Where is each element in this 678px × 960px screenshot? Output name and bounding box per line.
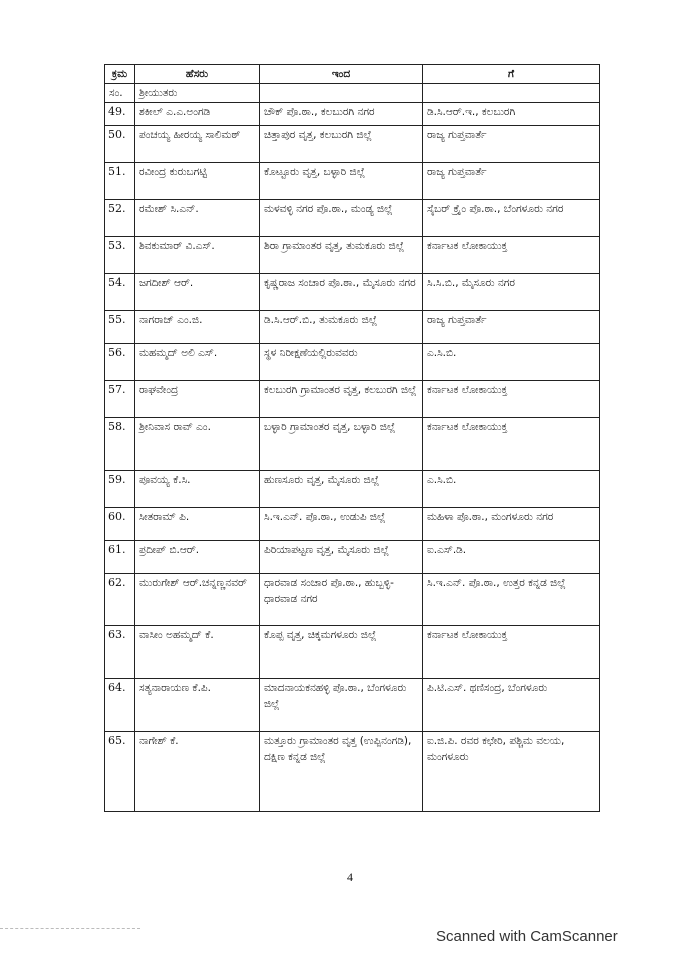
header-from-blank xyxy=(260,84,423,103)
to-posting-cell: ಐ.ಎಸ್.ಡಿ. xyxy=(423,541,600,574)
header-name-line2: ಶ್ರೀಯುತರು xyxy=(135,84,260,103)
to-posting-cell: ಸಿ.ಸಿ.ಬಿ., ಮೈಸೂರು ನಗರ xyxy=(423,274,600,311)
table-row xyxy=(105,103,600,126)
officer-name-cell: ಮುರುಗೇಶ್ ಆರ್.ಚನ್ನಣ್ಣನವರ್ xyxy=(135,574,260,626)
officer-name-cell: ಶಿವಕುಮಾರ್ ವಿ.ಎಸ್. xyxy=(135,237,260,274)
from-posting-cell: ಡಿ.ಸಿ.ಆರ್.ಬಿ., ತುಮಕೂರು ಜಿಲ್ಲೆ xyxy=(260,311,423,344)
scanner-watermark: Scanned with CamScanner xyxy=(436,928,618,945)
officer-name-cell: ನಾಗರಾಜ್ ಎಂ.ಜಿ. xyxy=(135,311,260,344)
from-posting-cell: ಮತ್ತೂರು ಗ್ರಾಮಾಂತರ ವೃತ್ತ (ಉಪ್ಪಿನಂಗಡಿ), ದಕ್ಷಿಣ ಕನ್ನಡ ಜಿಲ್ಲೆ xyxy=(260,732,423,812)
from-posting-cell: ಬಳ್ಳಾರಿ ಗ್ರಾಮಾಂತರ ವೃತ್ತ, ಬಳ್ಳಾರಿ ಜಿಲ್ಲೆ xyxy=(260,418,423,471)
table-row xyxy=(105,274,600,311)
to-posting-cell: ಕರ್ನಾಟಕ ಲೋಕಾಯುಕ್ತ xyxy=(423,237,600,274)
header-to: ಗೆ xyxy=(423,65,600,84)
header-row-2 xyxy=(105,84,600,103)
to-posting-cell: ಎ.ಸಿ.ಬಿ. xyxy=(423,471,600,508)
to-posting-cell: ಎ.ಸಿ.ಬಿ. xyxy=(423,344,600,381)
header-row-1 xyxy=(105,65,600,84)
header-from: ಇಂದ xyxy=(260,65,423,84)
header-to-blank xyxy=(423,84,600,103)
serial-number-cell: 57. xyxy=(105,381,135,418)
header-serial-line1: ಕ್ರಮ xyxy=(105,65,135,84)
serial-number-cell: 51. xyxy=(105,163,135,200)
officer-name-cell: ಶಕೀಲ್ ಎ.ಎ.ಅಂಗಡಿ xyxy=(135,103,260,126)
table-row xyxy=(105,508,600,541)
serial-number-cell: 59. xyxy=(105,471,135,508)
to-posting-cell: ರಾಜ್ಯ ಗುಪ್ತವಾರ್ತೆ xyxy=(423,311,600,344)
officer-name-cell: ಸತ್ಯನಾರಾಯಣ ಕೆ.ಪಿ. xyxy=(135,679,260,732)
from-posting-cell: ಕಲಬುರಗಿ ಗ್ರಾಮಾಂತರ ವೃತ್ತ, ಕಲಬುರಗಿ ಜಿಲ್ಲೆ xyxy=(260,381,423,418)
table-header xyxy=(105,65,600,103)
to-posting-cell: ಕರ್ನಾಟಕ ಲೋಕಾಯುಕ್ತ xyxy=(423,626,600,679)
from-posting-cell: ಕೊಟ್ಟೂರು ವೃತ್ತ, ಬಳ್ಳಾರಿ ಜಿಲ್ಲೆ xyxy=(260,163,423,200)
serial-number-cell: 65. xyxy=(105,732,135,812)
from-posting-cell: ಮಳವಳ್ಳಿ ನಗರ ಪೊ.ಠಾ., ಮಂಡ್ಯ ಜಿಲ್ಲೆ xyxy=(260,200,423,237)
table-row xyxy=(105,344,600,381)
table-row xyxy=(105,163,600,200)
from-posting-cell: ಕೃಷ್ಣರಾಜ ಸಂಚಾರ ಪೊ.ಠಾ., ಮೈಸೂರು ನಗರ xyxy=(260,274,423,311)
officer-name-cell: ಶ್ರೀನಿವಾಸ ರಾವ್ ಎಂ. xyxy=(135,418,260,471)
from-posting-cell: ಚೌಕ್ ಪೊ.ಠಾ., ಕಲಬುರಗಿ ನಗರ xyxy=(260,103,423,126)
header-name-line1: ಹೆಸರು xyxy=(135,65,260,84)
serial-number-cell: 52. xyxy=(105,200,135,237)
serial-number-cell: 64. xyxy=(105,679,135,732)
from-posting-cell: ಶಿರಾ ಗ್ರಾಮಾಂತರ ವೃತ್ತ, ತುಮಕೂರು ಜಿಲ್ಲೆ xyxy=(260,237,423,274)
officer-name-cell: ಸೀತರಾಮ್ ಪಿ. xyxy=(135,508,260,541)
table-row xyxy=(105,574,600,626)
officer-name-cell: ಪ್ರದೀಪ್ ಬಿ.ಆರ್. xyxy=(135,541,260,574)
table-row xyxy=(105,126,600,163)
table-row xyxy=(105,381,600,418)
serial-number-cell: 55. xyxy=(105,311,135,344)
officer-name-cell: ನಾಗೇಶ್ ಕೆ. xyxy=(135,732,260,812)
serial-number-cell: 58. xyxy=(105,418,135,471)
serial-number-cell: 54. xyxy=(105,274,135,311)
to-posting-cell: ಕರ್ನಾಟಕ ಲೋಕಾಯುಕ್ತ xyxy=(423,381,600,418)
from-posting-cell: ಧಾರವಾಡ ಸಂಚಾರ ಪೊ.ಠಾ., ಹುಬ್ಬಳ್ಳಿ-ಧಾರವಾಡ ನಗರ xyxy=(260,574,423,626)
to-posting-cell: ಮಹಿಳಾ ಪೊ.ಠಾ., ಮಂಗಳೂರು ನಗರ xyxy=(423,508,600,541)
to-posting-cell: ಪಿ.ಟಿ.ಎಸ್. ಥಣಿಸಂದ್ರ, ಬೆಂಗಳೂರು xyxy=(423,679,600,732)
serial-number-cell: 50. xyxy=(105,126,135,163)
serial-number-cell: 53. xyxy=(105,237,135,274)
table-row xyxy=(105,626,600,679)
to-posting-cell: ಡಿ.ಸಿ.ಆರ್.ಇ., ಕಲಬುರಗಿ xyxy=(423,103,600,126)
table-row xyxy=(105,541,600,574)
table-row xyxy=(105,471,600,508)
header-serial-line2: ಸಂ. xyxy=(105,84,135,103)
from-posting-cell: ಹುಣಸೂರು ವೃತ್ತ, ಮೈಸೂರು ಜಿಲ್ಲೆ xyxy=(260,471,423,508)
table-row xyxy=(105,679,600,732)
officer-name-cell: ಜಗದೀಶ್ ಆರ್. xyxy=(135,274,260,311)
to-posting-cell: ಸೈಬರ್ ಕ್ರೈಂ ಪೊ.ಠಾ., ಬೆಂಗಳೂರು ನಗರ xyxy=(423,200,600,237)
from-posting-cell: ಪಿರಿಯಾಪಟ್ಟಣ ವೃತ್ತ, ಮೈಸೂರು ಜಿಲ್ಲೆ xyxy=(260,541,423,574)
to-posting-cell: ಐ.ಜಿ.ಪಿ. ರವರ ಕಛೇರಿ, ಪಶ್ಚಿಮ ವಲಯ, ಮಂಗಳೂರು xyxy=(423,732,600,812)
serial-number-cell: 63. xyxy=(105,626,135,679)
from-posting-cell: ಸ್ಥಳ ನಿರೀಕ್ಷಣೆಯಲ್ಲಿರುವವರು xyxy=(260,344,423,381)
to-posting-cell: ರಾಜ್ಯ ಗುಪ್ತವಾರ್ತೆ xyxy=(423,126,600,163)
page-number: 4 xyxy=(347,870,353,884)
officer-name-cell: ರಾಘವೇಂದ್ರ xyxy=(135,381,260,418)
to-posting-cell: ರಾಜ್ಯ ಗುಪ್ತವಾರ್ತೆ xyxy=(423,163,600,200)
officer-name-cell: ಮಹಮ್ಮದ್ ಅಲಿ ಎಸ್. xyxy=(135,344,260,381)
serial-number-cell: 61. xyxy=(105,541,135,574)
from-posting-cell: ಮಾದನಾಯಕನಹಳ್ಳಿ ಪೊ.ಠಾ., ಬೆಂಗಳೂರು ಜಿಲ್ಲೆ xyxy=(260,679,423,732)
from-posting-cell: ಕೊಪ್ಪ ವೃತ್ತ, ಚಿಕ್ಕಮಗಳೂರು ಜಿಲ್ಲೆ xyxy=(260,626,423,679)
table-row xyxy=(105,200,600,237)
officer-name-cell: ರಮೇಶ್ ಸಿ.ಎನ್. xyxy=(135,200,260,237)
from-posting-cell: ಚಿತ್ತಾಪುರ ವೃತ್ತ, ಕಲಬುರಗಿ ಜಿಲ್ಲೆ xyxy=(260,126,423,163)
serial-number-cell: 56. xyxy=(105,344,135,381)
table-row xyxy=(105,732,600,812)
to-posting-cell: ಸಿ.ಇ.ಎನ್. ಪೊ.ಠಾ., ಉತ್ತರ ಕನ್ನಡ ಜಿಲ್ಲೆ xyxy=(423,574,600,626)
serial-number-cell: 60. xyxy=(105,508,135,541)
table-body xyxy=(105,103,600,812)
officer-name-cell: ಪೂವಯ್ಯ ಕೆ.ಸಿ. xyxy=(135,471,260,508)
to-posting-cell: ಕರ್ನಾಟಕ ಲೋಕಾಯುಕ್ತ xyxy=(423,418,600,471)
footer-divider xyxy=(0,928,140,929)
from-posting-cell: ಸಿ.ಇ.ಎನ್. ಪೊ.ಠಾ., ಉಡುಪಿ ಜಿಲ್ಲೆ xyxy=(260,508,423,541)
table-row xyxy=(105,237,600,274)
table-row xyxy=(105,418,600,471)
officer-name-cell: ವಾಸೀಂ ಅಹಮ್ಮದ್ ಕೆ. xyxy=(135,626,260,679)
table-row xyxy=(105,311,600,344)
officer-name-cell: ಪಂಚಯ್ಯ ಹೀರಯ್ಯ ಸಾಲಿಮಠ್ xyxy=(135,126,260,163)
officer-name-cell: ರವೀಂದ್ರ ಕುರುಬಗಟ್ಟಿ xyxy=(135,163,260,200)
serial-number-cell: 49. xyxy=(105,103,135,126)
serial-number-cell: 62. xyxy=(105,574,135,626)
transfer-list-table xyxy=(104,64,600,812)
